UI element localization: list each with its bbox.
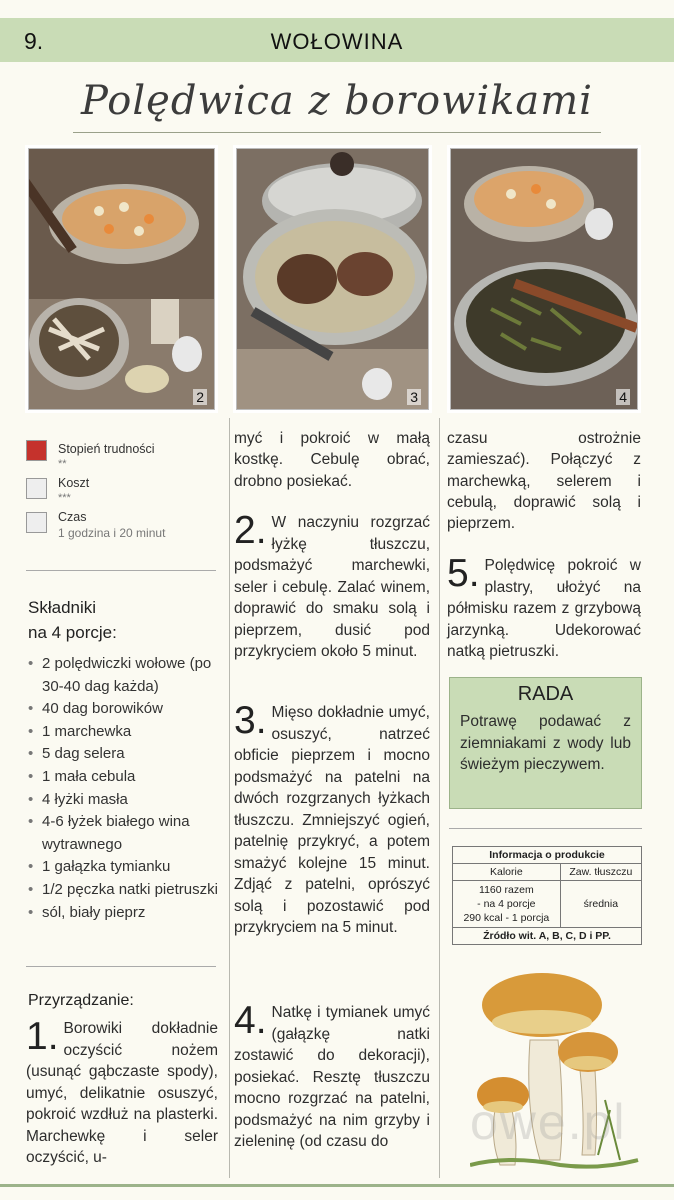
recipe-title: [0, 70, 674, 140]
cost-label: Koszt: [58, 476, 90, 490]
step-number: 4.: [234, 999, 267, 1042]
header-band: [0, 18, 674, 62]
calories-total: 1160 razem: [479, 884, 534, 896]
step-text: Borowiki dokładnie oczyścić nożem (usunąć gąbczaste spody), umyć, delikatnie osuszyć, pokroić wzdłuż na plasterki. Marchewkę i seler oczyścić, u-: [26, 1020, 218, 1166]
watermark: owe.pl: [470, 1094, 627, 1150]
ingredient-item: • 1 marchewka: [28, 721, 228, 744]
divider: [449, 828, 642, 829]
step-1: [26, 1015, 218, 1169]
photo-step-3: [236, 148, 429, 410]
tip-heading: RADA: [517, 683, 574, 705]
ingredient-item: • 4-6 łyżek białego wina wytrawnego: [28, 811, 228, 856]
step-4: [234, 999, 430, 1153]
ingredient-item: • sól, biały pieprz: [28, 902, 228, 925]
divider: [26, 570, 216, 571]
vitamins-source: Źródło wit. A, B, C, D i PP.: [453, 928, 642, 945]
cost-value: ***: [58, 492, 71, 504]
divider: [26, 966, 216, 967]
time-icon: [26, 512, 47, 533]
step-number: 1.: [26, 1015, 59, 1058]
time-value: 1 godzina i 20 minut: [58, 526, 166, 540]
ingredients-list: [28, 653, 228, 924]
cost-icon: [26, 478, 47, 499]
photo-step-2: [28, 148, 215, 410]
recipe-meta: [26, 440, 226, 550]
category-title: WOŁOWINA: [270, 29, 404, 54]
calories-cell: [453, 881, 561, 928]
photo-4-image: [451, 149, 638, 410]
bottom-rule: [0, 1184, 674, 1187]
fat-value: średnia: [560, 881, 641, 928]
step-text: Polędwicę pokroić w plastry, ułożyć na półmisku razem z grzybową jarzynką. Udekorować natką pietruszki.: [447, 557, 641, 660]
step-4-continuation: czasu ostrożnie zamieszać). Połączyć z marchewką, selerem i cebulą, doprawić solą i pieprzem.: [447, 430, 641, 533]
step-number: 5.: [447, 552, 480, 595]
step-text: Mięso dokładnie umyć, osuszyć, natrzeć obficie pieprzem i mocno podsmażyć na patelni na dwóch rozgrzanych łyżkach tłuszczu. Zmniejszyć ogień, patelnię przykryć, a potem smażyć kolejne 15 minut. Zdjąć z patelni, oprószyć solą i pozostawić pod przykryciem na 5 minut.: [234, 704, 430, 936]
page-number: 9.: [24, 28, 44, 54]
recipe-title-text: Polędwica z borowikami: [73, 70, 601, 133]
preparation-heading: Przyrządzanie:: [28, 992, 134, 1009]
difficulty-label: Stopień trudności: [58, 442, 155, 456]
calories-portions: - na 4 porcje: [477, 898, 536, 910]
column-divider-left: [229, 418, 230, 1178]
ingredient-item: • 2 polędwiczki wołowe (po 30-40 dag każda): [28, 653, 228, 698]
step-text: W naczyniu rozgrzać łyżkę tłuszczu, podsmażyć marchewki, seler i cebulę. Zalać winem, doprawić do smaku solą i pieprzem, dusić pod przykryciem około 5 minut.: [234, 514, 430, 660]
time-label: Czas: [58, 510, 87, 524]
ingredients-heading-1: Składniki: [28, 598, 97, 617]
step-3: [234, 699, 430, 939]
fat-header: Zaw. tłuszczu: [560, 864, 641, 881]
ingredient-item: • 4 łyżki masła: [28, 789, 228, 812]
photo-number: 2: [193, 389, 207, 405]
column-divider-right: [439, 418, 440, 1178]
tip-box: [449, 677, 642, 809]
photo-3-image: [237, 149, 429, 410]
ingredient-item: • 1 mała cebula: [28, 766, 228, 789]
difficulty-icon: [26, 440, 47, 461]
ingredient-item: • 5 dag selera: [28, 743, 228, 766]
ingredients-heading-2: na 4 porcje:: [28, 623, 117, 642]
ingredient-item: • 1/2 pęczka natki pietruszki: [28, 879, 228, 902]
step-5: [447, 552, 641, 663]
step-number: 3.: [234, 699, 267, 742]
photo-number: 3: [407, 389, 421, 405]
tip-text: Potrawę podawać z ziemniakami z wody lub świeżym pieczywem.: [460, 713, 631, 773]
calories-header: Kalorie: [453, 864, 561, 881]
step-2: [234, 509, 430, 663]
product-info-title: Informacja o produkcie: [453, 847, 642, 864]
ingredient-item: • 1 gałązka tymianku: [28, 856, 228, 879]
step-number: 2.: [234, 509, 267, 552]
calories-per-portion: 290 kcal - 1 porcja: [463, 912, 550, 924]
difficulty-value: **: [58, 458, 67, 470]
step-text: Natkę i tymianek umyć (gałązkę natki zostawić do dekoracji), posiekać. Resztę tłuszczu mocno rozgrzać na patelni, podsmażyć na nim grzyby i zieleninę (od czasu do: [234, 1004, 430, 1150]
ingredient-item: • 40 dag borowików: [28, 698, 228, 721]
photo-2-image: [29, 149, 215, 410]
photo-step-4: [450, 148, 638, 410]
photo-number: 4: [616, 389, 630, 405]
product-info-table: [452, 846, 642, 945]
step-1-continuation: myć i pokroić w małą kostkę. Cebulę obrać, drobno posiekać.: [234, 430, 430, 490]
